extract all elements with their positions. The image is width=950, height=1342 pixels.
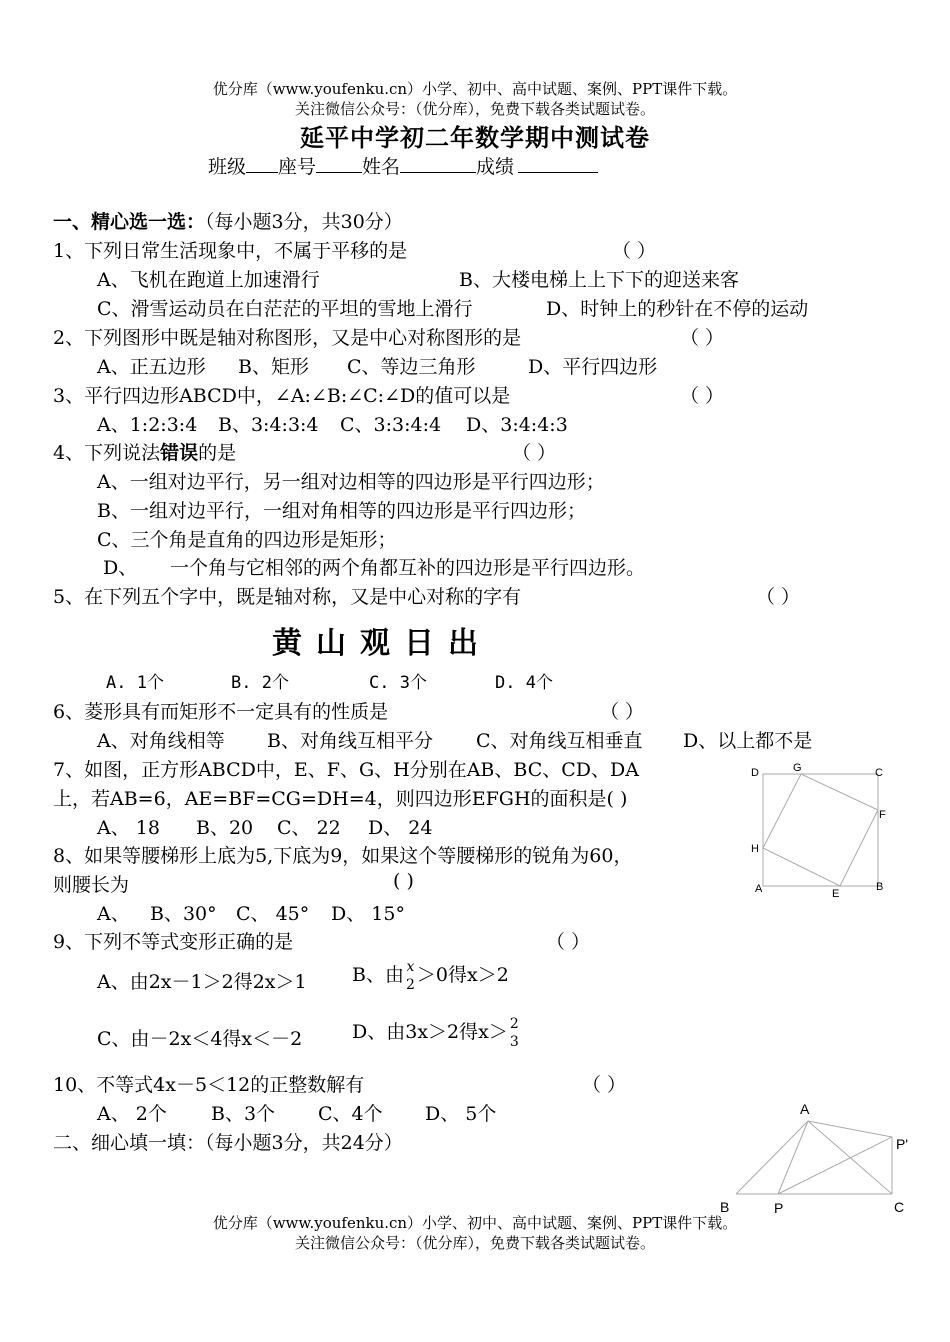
q10-option-d: D、 5个 [425,1103,497,1125]
q8-option-b: B、30° [150,903,217,925]
student-info [208,152,598,179]
fig1-label-g: G [793,762,802,774]
q4-option-d: 一个角与它相邻的两个角都互补的四边形是平行四边形。 [170,557,646,579]
q3-option-c: C、3:3:4:4 [340,414,442,436]
fig2-label-p: P [774,1200,784,1216]
section-1-heading: 一、精心选一选：（每小题3分，共30分） [53,211,403,233]
fig1-label-b: B [876,881,884,893]
fig2-label-a: A [800,1101,810,1117]
q4-option-c: C、三个角是直角的四边形是矩形； [97,529,397,551]
fig1-label-h: H [751,843,759,855]
q6-option-a: A、对角线相等 [97,730,225,752]
q2-option-c: C、等边三角形 [347,356,476,378]
name-label: 姓名 [362,156,401,178]
q8-answer-paren: ( ) [393,870,414,892]
q9-option-c: C、由－2x＜4得x＜－2 [97,1028,303,1050]
seat-label: 座号 [278,156,317,178]
q1-option-c: C、滑雪运动员在白茫茫的平坦的雪地上滑行 [97,298,473,320]
q1-option-d: D、时钟上的秒针在不停的运动 [546,298,809,320]
q3-option-d: D、3:4:4:3 [466,414,568,436]
q5-characters: 黄山观日出 [272,626,492,661]
q6-option-b: B、对角线互相平分 [267,730,433,752]
q2-answer-paren: （ ） [680,327,725,349]
q2-option-a: A、正五边形 [97,356,206,378]
q10-answer-paren: （ ） [582,1074,627,1096]
q7-option-b: B、20 [196,817,254,839]
q5-option-c: C. 3个 [369,673,427,693]
q9-d-fraction: 2 3 [509,1016,519,1050]
q1-answer-paren: （ ） [612,240,657,262]
q1-stem: 1、下列日常生活现象中，不属于平移的是 [53,240,408,262]
q7-option-c: C、 22 [277,817,341,839]
q9-option-d: D、由3x＞2得x＞ 2 3 [352,1016,519,1050]
q2-stem: 2、下列图形中既是轴对称图形，又是中心对称图形的是 [53,327,522,349]
q5-stem: 5、在下列五个字中，既是轴对称，又是中心对称的字有 [53,586,522,608]
fig1-label-f: F [879,809,886,821]
q6-option-d: D、以上都不是 [683,730,813,752]
q7-stem-line-2: 上，若AB=6，AE=BF=CG=DH=4，则四边形EFGH的面积是( ) [53,788,628,810]
triangle-rotation-figure [712,1097,920,1219]
q9-option-a: A、由2x－1＞2得2x＞1 [97,971,307,993]
q5-option-b: B. 2个 [231,673,289,693]
q9-stem: 9、下列不等式变形正确的是 [53,931,294,953]
q10-option-a: A、 2个 [97,1103,167,1125]
q2-option-d: D、平行四边形 [528,356,658,378]
q4-answer-paren: （ ） [512,442,557,464]
fig2-label-c: C [894,1199,905,1215]
fig1-label-c: C [875,767,883,779]
q5-answer-paren: （ ） [756,586,801,608]
section-2-heading: 二、细心填一填：（每小题3分，共24分） [53,1132,403,1154]
q8-option-c: C、 45° [236,903,310,925]
q3-option-a: A、1:2:3:4 [97,414,198,436]
q10-option-c: C、4个 [318,1103,383,1125]
q9-answer-paren: （ ） [546,931,591,953]
q1-option-b: B、大楼电梯上上下下的迎送来客 [459,269,739,291]
q4-option-a: A、一组对边平行，另一组对边相等的四边形是平行四边形； [97,471,605,493]
q6-answer-paren: （ ） [600,701,645,723]
q4-option-b: B、一组对边平行，一组对角相等的四边形是平行四边形； [97,500,586,522]
fig2-label-b: B [720,1199,730,1215]
q7-option-a: A、 18 [97,817,160,839]
class-label: 班级 [208,156,247,178]
q8-stem-line-1: 8、如果等腰梯形上底为5,下底为9，如果这个等腰梯形的锐角为60， [53,845,633,867]
q4-option-d-label: D、 [103,557,138,579]
footer-line-2: 关注微信公众号：（优分库），免费下载各类试题试卷。 [294,1234,655,1252]
q7-stem-line-1: 7、如图，正方形ABCD中，E、F、G、H分别在AB、BC、CD、DA [53,759,639,781]
q7-option-d: D、 24 [368,817,433,839]
q10-stem: 10、不等式4x－5＜12的正整数解有 [53,1074,365,1096]
q4-stem: 4、下列说法错误的是 [53,442,237,464]
q1-option-a: A、飞机在跑道上加速滑行 [97,269,320,291]
header-line-1: 优分库（www.youfenku.cn）小学、初中、高中试题、案例、PPT课件下载。 [212,80,738,98]
q9-b-fraction: x 2 [405,959,415,993]
fig2-label-p-prime: P' [896,1136,909,1152]
score-label: 成绩 [476,156,515,178]
q2-option-b: B、矩形 [238,356,309,378]
q5-option-d: D. 4个 [495,673,553,693]
footer-line-1: 优分库（www.youfenku.cn）小学、初中、高中试题、案例、PPT课件下载。 [212,1214,738,1232]
q3-stem: 3、平行四边形ABCD中，∠A:∠B:∠C:∠D的值可以是 [53,385,511,407]
q5-option-a: A. 1个 [106,673,164,693]
q3-option-b: B、3:4:3:4 [218,414,319,436]
fig1-label-e: E [832,888,840,900]
header-line-2: 关注微信公众号：（优分库），免费下载各类试题试卷。 [294,100,655,118]
q8-stem-line-2: 则腰长为 [53,874,130,896]
fig1-label-a: A [755,883,763,895]
q8-option-a: A、 [97,903,130,925]
q6-option-c: C、对角线互相垂直 [476,730,643,752]
q8-option-d: D、 15° [331,903,405,925]
page-title: 延平中学初二年数学期中测试卷 [300,123,650,152]
q9-option-b: B、由 x 2 ＞0得x＞2 [352,959,509,993]
square-efgh-figure [745,760,890,900]
q6-stem: 6、菱形具有而矩形不一定具有的性质是 [53,701,389,723]
fig1-label-d: D [751,767,759,779]
q10-option-b: B、3个 [211,1103,276,1125]
q3-answer-paren: （ ） [680,385,725,407]
